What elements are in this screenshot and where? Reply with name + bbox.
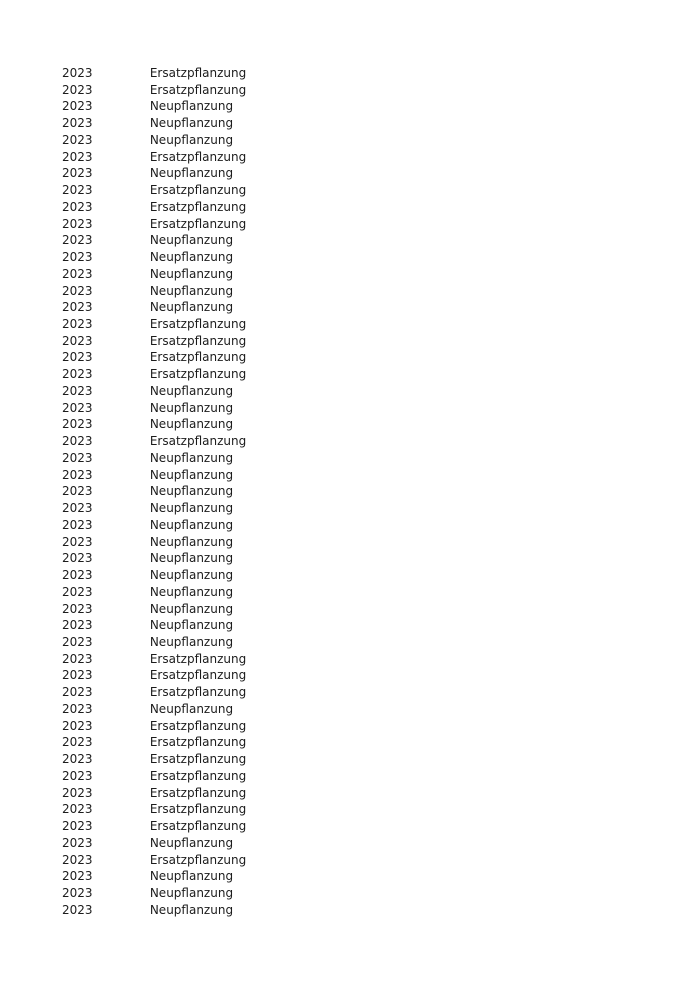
table-row [0, 299, 700, 316]
planting-type-cell: Ersatzpflanzung [149, 367, 247, 382]
year-cell: 2023 [62, 450, 93, 465]
year-cell: 2023 [62, 701, 93, 716]
planting-type-cell: Neupflanzung [149, 618, 234, 633]
planting-type-cell: Neupflanzung [149, 450, 234, 465]
year-cell: 2023 [62, 551, 93, 566]
planting-type-cell: Ersatzpflanzung [149, 668, 247, 683]
year-cell: 2023 [62, 216, 93, 231]
table-row [0, 634, 700, 651]
table-row [0, 651, 700, 668]
year-cell: 2023 [62, 768, 93, 783]
planting-type-cell: Ersatzpflanzung [149, 216, 247, 231]
table-row [0, 734, 700, 751]
planting-type-cell: Neupflanzung [149, 166, 234, 181]
year-cell: 2023 [62, 300, 93, 315]
table-row [0, 902, 700, 919]
year-cell: 2023 [62, 266, 93, 281]
year-cell: 2023 [62, 484, 93, 499]
year-cell: 2023 [62, 651, 93, 666]
planting-type-cell: Ersatzpflanzung [149, 685, 247, 700]
year-cell: 2023 [62, 885, 93, 900]
year-cell: 2023 [62, 835, 93, 850]
planting-type-cell: Ersatzpflanzung [149, 149, 247, 164]
table-row [0, 467, 700, 484]
planting-type-cell: Ersatzpflanzung [149, 350, 247, 365]
planting-type-cell: Neupflanzung [149, 885, 234, 900]
year-cell: 2023 [62, 568, 93, 583]
table-row [0, 82, 700, 99]
table-row [0, 483, 700, 500]
table-row [0, 98, 700, 115]
year-cell: 2023 [62, 233, 93, 248]
year-cell: 2023 [62, 534, 93, 549]
year-cell: 2023 [62, 752, 93, 767]
planting-type-cell: Neupflanzung [149, 132, 234, 147]
table-row [0, 617, 700, 634]
table-row [0, 835, 700, 852]
planting-type-cell: Ersatzpflanzung [149, 802, 247, 817]
table-row [0, 132, 700, 149]
planting-type-cell: Neupflanzung [149, 484, 234, 499]
table-row [0, 433, 700, 450]
year-cell: 2023 [62, 869, 93, 884]
table-row [0, 885, 700, 902]
year-cell: 2023 [62, 601, 93, 616]
planting-type-cell: Ersatzpflanzung [149, 434, 247, 449]
year-cell: 2023 [62, 618, 93, 633]
table-row [0, 232, 700, 249]
year-cell: 2023 [62, 400, 93, 415]
year-cell: 2023 [62, 132, 93, 147]
planting-type-cell: Neupflanzung [149, 568, 234, 583]
planting-type-cell: Neupflanzung [149, 233, 234, 248]
table-row [0, 249, 700, 266]
planting-type-cell: Neupflanzung [149, 400, 234, 415]
table-row [0, 366, 700, 383]
table-row [0, 416, 700, 433]
year-cell: 2023 [62, 685, 93, 700]
year-cell: 2023 [62, 902, 93, 917]
table-row [0, 785, 700, 802]
year-cell: 2023 [62, 517, 93, 532]
table-row [0, 266, 700, 283]
planting-type-cell: Neupflanzung [149, 551, 234, 566]
planting-type-cell: Neupflanzung [149, 467, 234, 482]
table-row [0, 149, 700, 166]
year-cell: 2023 [62, 852, 93, 867]
table-row [0, 165, 700, 182]
table-row [0, 550, 700, 567]
year-cell: 2023 [62, 819, 93, 834]
table-row [0, 216, 700, 233]
table-row [0, 768, 700, 785]
year-cell: 2023 [62, 434, 93, 449]
table-row [0, 534, 700, 551]
year-cell: 2023 [62, 584, 93, 599]
planting-type-cell: Neupflanzung [149, 902, 234, 917]
year-cell: 2023 [62, 501, 93, 516]
year-cell: 2023 [62, 668, 93, 683]
planting-type-cell: Neupflanzung [149, 517, 234, 532]
table-row [0, 65, 700, 82]
planting-type-cell: Neupflanzung [149, 835, 234, 850]
year-cell: 2023 [62, 82, 93, 97]
planting-type-cell: Ersatzpflanzung [149, 199, 247, 214]
table-row [0, 667, 700, 684]
year-cell: 2023 [62, 802, 93, 817]
table-row [0, 684, 700, 701]
table-row [0, 316, 700, 333]
planting-type-cell: Neupflanzung [149, 534, 234, 549]
table-row [0, 751, 700, 768]
planting-type-cell: Ersatzpflanzung [149, 752, 247, 767]
planting-type-cell: Ersatzpflanzung [149, 651, 247, 666]
table-row [0, 383, 700, 400]
year-cell: 2023 [62, 718, 93, 733]
table-row [0, 801, 700, 818]
year-cell: 2023 [62, 199, 93, 214]
planting-type-cell: Neupflanzung [149, 869, 234, 884]
year-cell: 2023 [62, 350, 93, 365]
table-row [0, 115, 700, 132]
planting-type-cell: Neupflanzung [149, 250, 234, 265]
planting-type-cell: Ersatzpflanzung [149, 852, 247, 867]
planting-type-cell: Neupflanzung [149, 584, 234, 599]
table-row [0, 852, 700, 869]
year-cell: 2023 [62, 467, 93, 482]
table-row [0, 584, 700, 601]
year-cell: 2023 [62, 634, 93, 649]
planting-type-cell: Neupflanzung [149, 283, 234, 298]
planting-type-cell: Ersatzpflanzung [149, 718, 247, 733]
year-cell: 2023 [62, 166, 93, 181]
planting-type-cell: Neupflanzung [149, 266, 234, 281]
year-cell: 2023 [62, 116, 93, 131]
year-cell: 2023 [62, 250, 93, 265]
planting-type-cell: Neupflanzung [149, 99, 234, 114]
year-cell: 2023 [62, 367, 93, 382]
planting-type-cell: Neupflanzung [149, 383, 234, 398]
table-row [0, 567, 700, 584]
year-cell: 2023 [62, 735, 93, 750]
table-row [0, 199, 700, 216]
planting-type-cell: Neupflanzung [149, 417, 234, 432]
planting-type-cell: Ersatzpflanzung [149, 333, 247, 348]
planting-type-cell: Neupflanzung [149, 701, 234, 716]
year-cell: 2023 [62, 317, 93, 332]
planting-type-cell: Ersatzpflanzung [149, 735, 247, 750]
planting-type-cell: Ersatzpflanzung [149, 317, 247, 332]
planting-type-cell: Ersatzpflanzung [149, 183, 247, 198]
table-row [0, 500, 700, 517]
year-cell: 2023 [62, 785, 93, 800]
planting-type-cell: Ersatzpflanzung [149, 82, 247, 97]
year-cell: 2023 [62, 66, 93, 80]
year-cell: 2023 [62, 149, 93, 164]
planting-type-cell: Ersatzpflanzung [149, 768, 247, 783]
year-cell: 2023 [62, 333, 93, 348]
planting-type-cell: Neupflanzung [149, 634, 234, 649]
table-row [0, 283, 700, 300]
table-row [0, 450, 700, 467]
planting-type-cell: Neupflanzung [149, 601, 234, 616]
year-cell: 2023 [62, 183, 93, 198]
planting-type-cell: Ersatzpflanzung [149, 819, 247, 834]
planting-type-cell: Neupflanzung [149, 300, 234, 315]
planting-type-cell: Ersatzpflanzung [149, 66, 247, 80]
table-row [0, 182, 700, 199]
year-cell: 2023 [62, 417, 93, 432]
planting-listing [0, 65, 700, 918]
table-row [0, 718, 700, 735]
year-cell: 2023 [62, 99, 93, 114]
planting-type-cell: Ersatzpflanzung [149, 785, 247, 800]
table-row [0, 701, 700, 718]
planting-type-cell: Neupflanzung [149, 116, 234, 131]
year-cell: 2023 [62, 283, 93, 298]
table-row [0, 868, 700, 885]
table-row [0, 333, 700, 350]
table-row [0, 601, 700, 618]
year-cell: 2023 [62, 383, 93, 398]
table-row [0, 818, 700, 835]
table-row [0, 517, 700, 534]
table-row [0, 349, 700, 366]
table-row [0, 400, 700, 417]
planting-type-cell: Neupflanzung [149, 501, 234, 516]
